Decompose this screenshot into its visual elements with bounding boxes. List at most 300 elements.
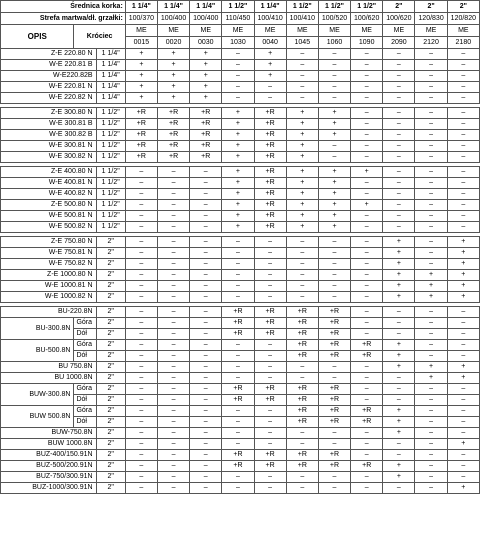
table-body [1,1,480,494]
value-cell: – [351,472,383,483]
value-cell: – [222,351,254,362]
zone-cell: 100/400 [190,13,222,25]
value-cell: + [383,351,415,362]
zone-cell: 120/830 [415,13,447,25]
value-cell: – [125,395,157,406]
value-cell: – [222,483,254,494]
model-name: W-E 1000.81 N [1,281,97,292]
value-cell: – [351,428,383,439]
model-name: W-E 750.81 N [1,248,97,259]
model-code-bottom: 0020 [157,37,189,49]
value-cell: – [351,483,383,494]
value-cell: – [190,281,222,292]
value-cell: – [222,237,254,248]
model-name: Z-E 300.80 N [1,108,97,119]
value-cell: +R [254,200,286,211]
value-cell: – [383,141,415,152]
krociec-cell: 2" [96,351,125,362]
value-cell: – [125,417,157,428]
diameter-label: Średnica korka: [1,1,126,13]
value-cell: +R [318,395,350,406]
value-cell: + [383,362,415,373]
value-cell: – [318,362,350,373]
value-cell: +R [254,152,286,163]
value-cell: – [125,167,157,178]
value-cell: – [254,428,286,439]
value-cell: +R [222,329,254,340]
value-cell: – [190,428,222,439]
value-cell: – [286,248,318,259]
value-cell: – [157,292,189,303]
value-cell: – [415,248,447,259]
model-name: BUZ-500/200.91N [1,461,97,472]
model-name: W-E 300.81 N [1,141,97,152]
value-cell: – [383,167,415,178]
krociec-cell: 1 1/4" [96,60,125,71]
value-cell: + [447,237,479,248]
value-cell: – [286,281,318,292]
table-row [1,141,480,152]
value-cell: + [286,200,318,211]
value-cell: +R [254,222,286,233]
model-code-top: ME [318,25,350,37]
value-cell: +R [125,119,157,130]
value-cell: +R [318,417,350,428]
value-cell: – [254,362,286,373]
model-name: BUW 1000.8N [1,439,97,450]
value-cell: + [383,237,415,248]
value-cell: – [125,307,157,318]
value-cell: +R [222,450,254,461]
value-cell: +R [190,108,222,119]
diameter-cell: 2" [415,1,447,13]
table-row [1,307,480,318]
model-code-top: ME [447,25,479,37]
model-name: W-E 400.81 N [1,178,97,189]
model-name: Z-E 220.80 N [1,49,97,60]
value-cell: + [383,259,415,270]
value-cell: – [286,71,318,82]
krociec-cell: 1 1/4" [96,93,125,104]
value-cell: +R [286,384,318,395]
value-cell: – [415,49,447,60]
value-cell: +R [254,307,286,318]
value-cell: – [318,259,350,270]
value-cell: + [447,362,479,373]
value-cell: – [254,483,286,494]
value-cell: – [415,483,447,494]
diameter-cell: 1 1/2" [222,1,254,13]
value-cell: – [286,362,318,373]
value-cell: – [383,82,415,93]
value-cell: – [190,292,222,303]
value-cell: – [254,281,286,292]
value-cell: – [286,270,318,281]
value-cell: + [415,270,447,281]
value-cell: – [447,82,479,93]
value-cell: – [157,237,189,248]
value-cell: +R [125,141,157,152]
value-cell: – [415,237,447,248]
value-cell: – [286,472,318,483]
table-row [1,237,480,248]
krociec-cell: 1 1/2" [96,189,125,200]
value-cell: – [125,428,157,439]
value-cell: – [222,362,254,373]
value-cell: – [383,329,415,340]
krociec-cell: 1 1/2" [96,222,125,233]
value-cell: – [351,237,383,248]
value-cell: – [254,270,286,281]
value-cell: – [415,189,447,200]
value-cell: – [447,307,479,318]
value-cell: – [222,281,254,292]
value-cell: – [157,351,189,362]
model-code-top: ME [190,25,222,37]
value-cell: – [415,384,447,395]
value-cell: – [157,340,189,351]
value-cell: – [318,439,350,450]
krociec-cell: 1 1/2" [96,108,125,119]
value-cell: – [351,281,383,292]
krociec-cell: 2" [96,318,125,329]
model-code-bottom: 0015 [125,37,157,49]
value-cell: – [125,461,157,472]
table-row [1,119,480,130]
krociec-cell: 1 1/4" [96,49,125,60]
zone-cell: 100/370 [125,13,157,25]
value-cell: – [222,373,254,384]
value-cell: – [318,292,350,303]
value-cell: +R [254,119,286,130]
value-cell: + [286,222,318,233]
table-row [1,248,480,259]
value-cell: – [286,373,318,384]
value-cell: – [190,439,222,450]
value-cell: – [447,108,479,119]
model-code-bottom: 1060 [318,37,350,49]
value-cell: +R [351,351,383,362]
value-cell: – [447,472,479,483]
value-cell: +R [157,130,189,141]
value-cell: +R [286,307,318,318]
value-cell: +R [125,108,157,119]
value-cell: +R [222,384,254,395]
value-cell: – [415,329,447,340]
value-cell: – [125,248,157,259]
value-cell: – [125,373,157,384]
model-code-bottom: 0030 [190,37,222,49]
table-row [1,211,480,222]
value-cell: + [190,82,222,93]
zone-cell: 120/820 [447,13,479,25]
model-code-bottom: 1030 [222,37,254,49]
krociec-cell: 2" [96,237,125,248]
value-cell: – [222,417,254,428]
krociec-cell: 2" [96,450,125,461]
value-cell: +R [286,461,318,472]
model-name: W-E 300.82 B [1,130,97,141]
table-row [1,200,480,211]
value-cell: – [447,60,479,71]
value-cell: – [383,222,415,233]
value-cell: +R [286,417,318,428]
value-cell: + [125,60,157,71]
value-cell: + [286,189,318,200]
value-cell: – [318,237,350,248]
zone-cell: 100/400 [157,13,189,25]
value-cell: – [318,60,350,71]
value-cell: – [190,270,222,281]
value-cell: +R [157,119,189,130]
value-cell: +R [222,395,254,406]
value-cell: – [351,259,383,270]
value-cell: – [447,49,479,60]
model-code-top: ME [157,25,189,37]
value-cell: – [190,178,222,189]
position-label: Dół [74,395,96,406]
value-cell: +R [222,318,254,329]
krociec-cell: 2" [96,373,125,384]
model-code-bottom: 2120 [415,37,447,49]
value-cell: – [125,270,157,281]
krociec-cell: 1 1/2" [96,167,125,178]
krociec-cell: 2" [96,340,125,351]
table-row [1,49,480,60]
model-row-1 [1,25,480,37]
diameter-row [1,1,480,13]
value-cell: – [125,178,157,189]
value-cell: – [222,49,254,60]
value-cell: – [383,384,415,395]
model-name: W-E 220.81 B [1,60,97,71]
value-cell: – [157,417,189,428]
value-cell: – [222,406,254,417]
value-cell: +R [222,307,254,318]
value-cell: – [351,82,383,93]
krociec-cell: 2" [96,270,125,281]
value-cell: – [157,450,189,461]
value-cell: – [125,351,157,362]
model-name: W-E 220.81 N [1,82,97,93]
value-cell: + [157,60,189,71]
model-name: W-E 500.82 N [1,222,97,233]
zone-cell: 100/520 [318,13,350,25]
value-cell: – [383,483,415,494]
table-row [1,152,480,163]
value-cell: – [415,130,447,141]
value-cell: – [383,93,415,104]
krociec-cell: 1 1/2" [96,178,125,189]
value-cell: – [190,248,222,259]
value-cell: – [190,472,222,483]
value-cell: – [222,439,254,450]
value-cell: + [351,200,383,211]
value-cell: – [415,82,447,93]
zone-row [1,13,480,25]
value-cell: – [447,130,479,141]
model-name: BUW-300.8N [1,384,74,406]
value-cell: – [286,60,318,71]
value-cell: – [222,93,254,104]
model-name: W-E 220.82 N [1,93,97,104]
value-cell: – [190,483,222,494]
value-cell: + [222,108,254,119]
value-cell: + [383,406,415,417]
value-cell: – [125,281,157,292]
value-cell: + [222,178,254,189]
value-cell: – [383,189,415,200]
model-code-top: ME [351,25,383,37]
value-cell: – [125,200,157,211]
value-cell: – [383,450,415,461]
table-row [1,130,480,141]
value-cell: + [222,211,254,222]
model-name: W-E220.82B [1,71,97,82]
value-cell: + [286,152,318,163]
value-cell: + [415,373,447,384]
value-cell: – [383,130,415,141]
position-label: Dół [74,417,96,428]
model-code-bottom: 1090 [351,37,383,49]
value-cell: – [157,167,189,178]
value-cell: – [447,167,479,178]
value-cell: + [222,130,254,141]
value-cell: +R [254,141,286,152]
value-cell: – [415,178,447,189]
value-cell: – [190,395,222,406]
value-cell: + [318,200,350,211]
value-cell: – [125,259,157,270]
value-cell: + [190,49,222,60]
value-cell: + [447,292,479,303]
value-cell: + [447,373,479,384]
value-cell: + [318,167,350,178]
value-cell: + [286,211,318,222]
krociec-cell: 2" [96,395,125,406]
krociec-cell: 2" [96,307,125,318]
value-cell: – [415,152,447,163]
table-row [1,406,480,417]
value-cell: +R [286,318,318,329]
table-row [1,222,480,233]
value-cell: – [383,108,415,119]
value-cell: – [222,259,254,270]
value-cell: – [351,211,383,222]
value-cell: + [383,461,415,472]
model-name: W-E 500.81 N [1,211,97,222]
value-cell: – [157,461,189,472]
value-cell: + [383,417,415,428]
value-cell: – [383,318,415,329]
value-cell: – [447,178,479,189]
krociec-cell: 2" [96,417,125,428]
value-cell: +R [190,141,222,152]
value-cell: + [383,472,415,483]
value-cell: – [190,461,222,472]
value-cell: +R [254,178,286,189]
model-name: BUZ-400/150.91N [1,450,97,461]
value-cell: – [415,307,447,318]
value-cell: + [157,93,189,104]
value-cell: – [125,439,157,450]
value-cell: – [318,49,350,60]
table-row [1,318,480,329]
krociec-cell: 2" [96,461,125,472]
model-code-bottom: 2090 [383,37,415,49]
value-cell: – [318,248,350,259]
value-cell: +R [286,395,318,406]
value-cell: – [447,71,479,82]
value-cell: +R [254,189,286,200]
krociec-cell: 2" [96,362,125,373]
krociec-cell: 1 1/2" [96,200,125,211]
value-cell: – [157,259,189,270]
value-cell: +R [254,461,286,472]
value-cell: – [415,351,447,362]
value-cell: – [190,200,222,211]
value-cell: – [383,49,415,60]
value-cell: – [157,439,189,450]
value-cell: – [125,483,157,494]
value-cell: – [447,222,479,233]
value-cell: + [447,270,479,281]
value-cell: + [383,248,415,259]
value-cell: +R [157,108,189,119]
value-cell: – [125,318,157,329]
value-cell: – [318,428,350,439]
value-cell: +R [318,406,350,417]
krociec-cell: 2" [96,472,125,483]
value-cell: – [222,428,254,439]
table-row [1,93,480,104]
value-cell: – [415,211,447,222]
value-cell: – [383,211,415,222]
value-cell: – [351,108,383,119]
value-cell: + [222,167,254,178]
value-cell: – [351,450,383,461]
value-cell: – [157,406,189,417]
krociec-cell: 1 1/2" [96,130,125,141]
value-cell: – [415,119,447,130]
value-cell: – [351,384,383,395]
value-cell: + [286,141,318,152]
value-cell: +R [222,461,254,472]
value-cell: – [383,373,415,384]
value-cell: + [157,49,189,60]
model-name: W-E 300.82 N [1,152,97,163]
value-cell: +R [351,340,383,351]
value-cell: +R [318,384,350,395]
value-cell: – [222,340,254,351]
model-name: W-E 1000.82 N [1,292,97,303]
value-cell: +R [286,351,318,362]
value-cell: – [125,222,157,233]
value-cell: + [318,119,350,130]
krociec-cell: 2" [96,292,125,303]
value-cell: – [190,329,222,340]
value-cell: – [190,406,222,417]
value-cell: + [190,71,222,82]
value-cell: – [190,259,222,270]
value-cell: – [125,450,157,461]
value-cell: – [415,406,447,417]
model-code-bottom: 2180 [447,37,479,49]
value-cell: + [254,71,286,82]
model-code-top: ME [222,25,254,37]
value-cell: – [286,483,318,494]
value-cell: – [157,483,189,494]
